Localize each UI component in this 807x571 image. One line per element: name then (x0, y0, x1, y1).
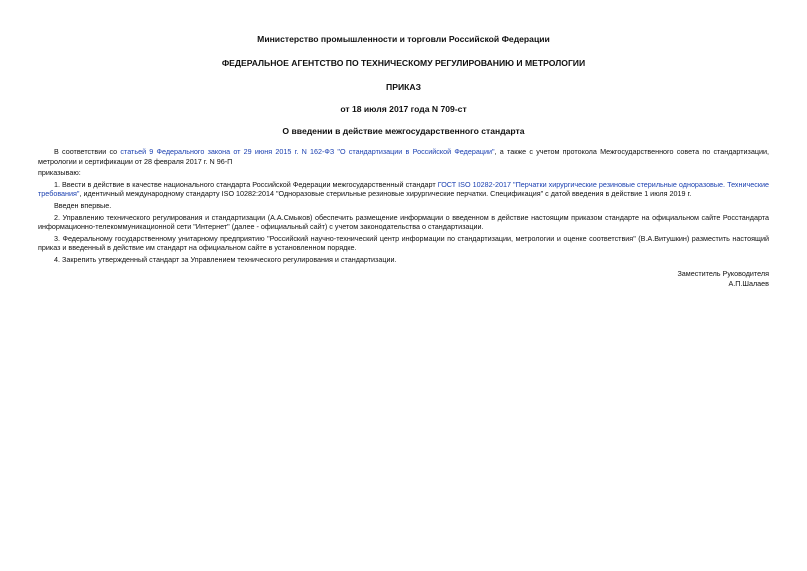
signature-name: А.П.Шалаев (728, 278, 769, 288)
item-2-paragraph: 2. Управлению технического регулирования и стандартизации (А.А.Смыков) обеспечить размещение информации о введенном в действие настоящим приказом стандарте на официальном сайте Росстандарта информационно-телекоммуникационной сети "Интернет" (далее - официальный сайт) с учетом законодательства о стандартизации. (38, 212, 769, 232)
gost-link[interactable]: ГОСТ ISO 10282-2017 "Перчатки хирургические резиновые стерильные одноразовые. Технические требования" (38, 179, 769, 199)
agency-heading: ФЕДЕРАЛЬНОЕ АГЕНТСТВО ПО ТЕХНИЧЕСКОМУ РЕГУЛИРОВАНИЮ И МЕТРОЛОГИИ (221, 58, 586, 68)
first-time-note: Введен впервые. (54, 200, 112, 210)
intro-paragraph (38, 147, 769, 166)
item-1-paragraph (38, 180, 769, 199)
order-word: приказываю: (38, 168, 81, 178)
item-4-paragraph: 4. Закрепить утвержденный стандарт за Управлением технического регулирования и стандартизации. (54, 254, 397, 264)
item-1-text-1: 1. Ввести в действие в качестве национального стандарта Российской Федерации межгосударственный стандарт (54, 179, 438, 189)
item-3-paragraph: 3. Федеральному государственному унитарному предприятию "Российский научно-технический центр информации по стандартизации, метрологии и оценке соответствия" (В.А.Витушкин) разместить настоящий приказ и введенный в действие им стандарт на официальном сайте в установленном порядке. (38, 233, 769, 253)
ministry-heading: Министерство промышленности и торговли Российской Федерации (257, 34, 550, 44)
intro-text-2: , а также с учетом протокола Межгосударственного совета по стандартизации, метрологии и сертификации от 28 февраля 2017 г. N 96-П (38, 147, 769, 166)
document-type: ПРИКАЗ (386, 82, 421, 92)
signature-block (38, 269, 769, 289)
signature-position: Заместитель Руководителя (677, 268, 769, 278)
document-body (38, 147, 769, 265)
document-title: О введении в действие межгосударственного стандарта (282, 126, 525, 136)
intro-text-1: В соответствии со (54, 147, 121, 156)
document-date-number: от 18 июля 2017 года N 709-ст (340, 104, 467, 114)
law-link[interactable]: статьей 9 Федерального закона от 29 июня 2015 г. N 162-ФЗ "О стандартизации в Российской Федерации" (120, 147, 495, 156)
item-1-text-2: , идентичный международному стандарту ISO 10282:2014 "Одноразовые стерильные резиновые хирургические перчатки. Спецификация" с датой введения в действие 1 июля 2019 г. (79, 189, 692, 199)
